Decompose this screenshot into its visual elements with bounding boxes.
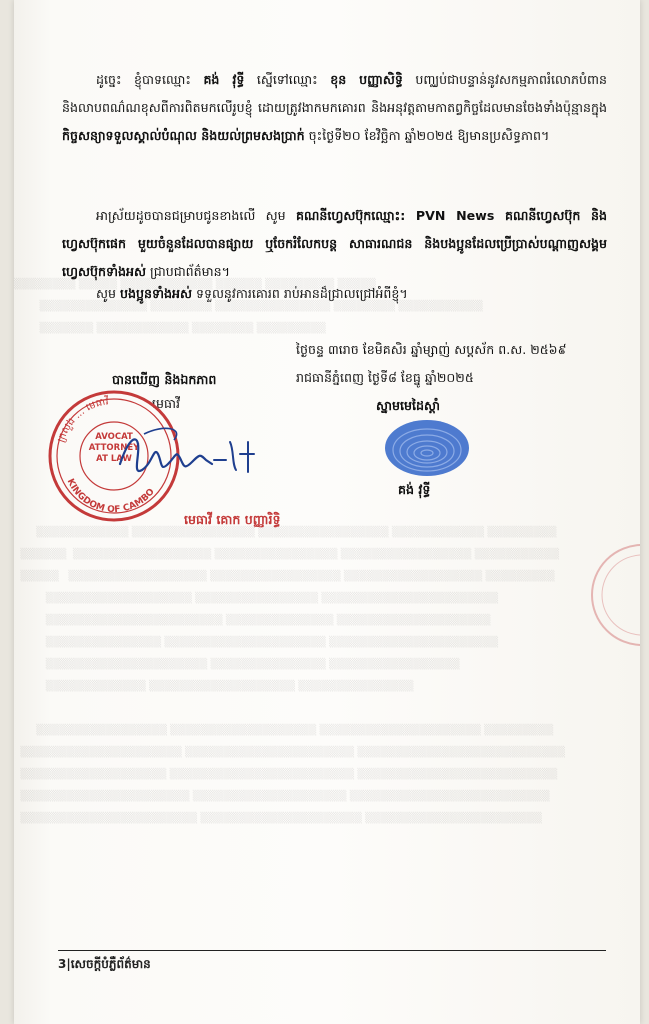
text: ដូច្នេះ ខ្ញុំបាទឈ្មោះ [96, 72, 204, 87]
text: ចុះថ្ងៃទី២០ ខែវិច្ឆិកា ឆ្នាំ២០២៥ ឱ្យមានប្រសិទ្ធភាព។ [304, 128, 550, 143]
seen-approved-label: បានឃើញ និងឯកភាព [112, 372, 217, 387]
bleed-through-bottom: ▒▒▒▒▒▒▒▒▒▒▒▒ ▒▒▒▒▒▒▒▒▒▒▒▒▒▒▒▒ ▒▒▒▒▒▒▒▒▒▒▒▒▒▒▒▒▒ ▒▒▒▒▒▒▒▒▒▒▒▒ ▒▒▒▒▒▒▒▒▒ ▒▒▒▒▒▒ ▒▒▒▒▒▒▒▒▒▒▒▒▒▒▒▒▒▒ ▒▒▒▒▒▒▒▒▒▒▒▒▒▒▒▒ ▒▒▒▒▒▒▒▒▒▒▒▒▒▒▒▒▒ ▒▒▒▒▒▒▒▒▒▒▒ ▒▒▒▒▒ ▒▒▒▒▒▒▒▒▒▒▒▒▒▒▒▒▒▒ ▒▒▒▒▒▒▒▒▒▒▒▒▒▒▒▒▒ ▒▒▒▒▒▒▒▒▒▒▒▒▒▒▒▒▒▒ ▒▒▒▒▒▒▒▒▒ ▒▒▒▒▒▒▒▒▒▒▒▒▒▒▒▒▒▒▒ ▒▒▒▒▒▒▒▒▒▒▒▒▒▒▒▒ ▒▒▒▒▒▒▒▒▒▒▒▒▒▒▒▒▒▒▒▒▒▒▒ ▒▒▒▒▒▒▒▒▒▒▒▒▒▒▒▒▒▒▒▒▒▒▒ ▒▒▒▒▒▒▒▒▒▒▒▒▒▒ ▒▒▒▒▒▒▒▒▒▒▒▒▒▒▒▒▒▒▒▒ ▒▒▒▒▒▒▒▒▒▒▒▒▒▒▒ ▒▒▒▒▒▒▒▒▒▒▒▒▒▒▒▒▒▒▒▒▒ ▒▒▒▒▒▒▒▒▒▒▒▒▒▒▒▒▒▒▒▒▒▒ ▒▒▒▒▒▒▒▒▒▒▒▒▒▒▒▒▒▒▒▒▒ ▒▒▒▒▒▒▒▒▒▒▒▒▒▒▒ ▒▒▒▒▒▒▒▒▒▒▒▒▒▒▒▒▒ ▒▒▒▒▒▒▒▒▒▒▒▒▒ ▒▒▒▒▒▒▒▒▒▒▒▒▒▒▒▒▒▒▒ ▒▒▒▒▒▒▒▒▒▒▒▒▒▒▒ ▒▒▒▒▒▒▒▒▒▒▒▒▒▒▒▒▒ ▒▒▒▒▒▒▒▒▒▒▒▒▒▒▒▒▒▒▒ ▒▒▒▒▒▒▒▒▒▒▒▒▒▒▒▒▒▒▒▒▒ ▒▒▒▒▒▒▒▒▒ ▒▒▒▒▒▒▒▒▒▒▒▒▒▒▒▒▒▒▒▒▒ ▒▒▒▒▒▒▒▒▒▒▒▒▒▒▒▒▒▒▒▒▒▒ ▒▒▒▒▒▒▒▒▒▒▒▒▒▒▒▒▒▒▒▒▒▒▒▒▒▒▒ ▒▒▒▒▒▒▒▒▒▒▒▒▒▒▒▒▒▒▒ ▒▒▒▒▒▒▒▒▒▒▒▒▒▒▒▒▒▒▒▒▒▒▒▒ ▒▒▒▒▒▒▒▒▒▒▒▒▒▒▒▒▒▒▒▒▒▒▒▒▒▒ ▒▒▒▒▒▒▒▒▒▒▒▒▒▒▒▒▒▒▒▒▒▒ ▒▒▒▒▒▒▒▒▒▒▒▒▒▒▒▒▒▒▒▒ ▒▒▒▒▒▒▒▒▒▒▒▒▒▒▒▒▒▒▒▒▒▒▒▒▒▒ ▒▒▒▒▒▒▒▒▒▒▒▒▒▒▒▒▒▒▒▒▒▒▒ ▒▒▒▒▒▒▒▒▒▒▒▒▒▒▒▒▒▒▒▒▒ ▒▒▒▒▒▒▒▒▒▒▒▒▒▒▒▒▒▒▒▒▒▒▒ [20, 527, 566, 824]
stamp-bottom-text: KINGDOM OF CAMBO [64, 477, 157, 516]
faint-stamp-bleed [580, 540, 640, 650]
paragraph-demand [62, 66, 607, 150]
text: ជ្រាបជាព័ត៌មាន។ [145, 264, 230, 279]
stamp-top-text: ក្រសួង ... មេធាវី [55, 396, 110, 445]
signer-name: គង់ វុទ្ធី [398, 482, 431, 497]
audience-bold: គណនីហ្វេសប៊ុកឈ្មោះ: PVN News គណនីហ្វេសប៊ុក និងហ្វេសប៊ុកផេក មួយចំនួនដែលបានផ្សាយ ឬចែករំលែកបន្ត សាធារណជន និងបងប្អូនដែលប្រើប្រាស់បណ្ដាញសង្គមហ្វេសប៊ុកទាំងអស់ [62, 208, 607, 279]
right-thumbprint-label: ស្នាមមេដៃស្ដាំ [376, 398, 440, 413]
lawyer-signature [114, 420, 264, 490]
text: ស្នើទៅឈ្មោះ [244, 72, 331, 87]
footer-title: សេចក្តីបំភ្លឺព័ត៌មាន [70, 957, 151, 971]
place-and-date: រាជធានីភ្នំពេញ ថ្ងៃទី៨ ខែធ្នូ ឆ្នាំ២០២៥ [296, 370, 474, 385]
document-page [14, 0, 640, 1024]
thumbprint [382, 418, 472, 478]
page-footer [58, 956, 151, 974]
text: សូម [96, 286, 120, 301]
page-number: 3 [58, 957, 67, 971]
paragraph-closing [62, 280, 607, 308]
stamp-center-text: AVOCAT ATTORNEY AT LAW [88, 432, 140, 464]
footer-separator: | [66, 957, 71, 971]
name-khon-panhasith: ខុន បញ្ញាសិទ្ធិ [330, 72, 403, 87]
paragraph-notice [62, 202, 607, 286]
text: អាស្រ័យដូចបានជម្រាបជូនខាងលើ សូម [96, 208, 296, 223]
text: ទទួលនូវការគោរព រាប់អានដ៏ជ្រាលជ្រៅអំពីខ្ញុំ។ [191, 286, 408, 301]
text: បញ្ឈប់ជាបន្ទាន់នូវសកម្មភាពរំលោភបំពាន និងលាបពណ៌ណខុសពីការពិតមកលើរូបខ្ញុំ ដោយត្រូវងាកមកគោរព និងអនុវត្តតាមកាតព្វកិច្ចដែលមានចែងទាំងប៉ុន្មានក្នុង [62, 72, 607, 115]
bleed-through-top: ▒▒▒▒▒▒▒▒ ▒▒▒▒▒ ▒▒▒▒▒▒▒▒▒▒▒▒ ▒▒▒▒▒▒ ▒▒▒▒▒▒▒▒▒ ▒▒▒▒▒ ▒▒▒▒▒▒▒▒▒▒▒▒▒▒ ▒▒▒▒▒▒▒▒ ▒▒▒▒▒▒▒▒▒▒▒▒▒▒▒ ▒▒▒▒▒▒▒▒ ▒▒▒▒▒▒▒▒▒▒▒ ▒▒▒▒▒▒▒ ▒▒▒▒▒▒▒▒▒▒▒▒ ▒▒▒▒▒▒▒▒ ▒▒▒▒▒▒▒▒▒ [14, 279, 483, 334]
name-kong-vuthy: គង់ វុទ្ធី [203, 72, 245, 87]
lunar-date: ថ្ងៃចន្ទ ៣រោច ខែមិគសិរ ឆ្នាំម្សាញ់ សប្តស័ក ព.ស. ២៥៦៩ [296, 342, 567, 357]
contract-title: កិច្ចសន្យាទទួលស្គាល់បំណុល និងយល់ព្រមសងប្រាក់ [62, 128, 305, 143]
lawyer-name: មេធាវី គោក បញ្ញារិទ្ធិ [184, 512, 281, 527]
lawyer-title: មេធាវី [152, 396, 180, 411]
footer-rule [58, 950, 606, 951]
all-siblings-bold: បងប្អូនទាំងអស់ [120, 286, 192, 301]
